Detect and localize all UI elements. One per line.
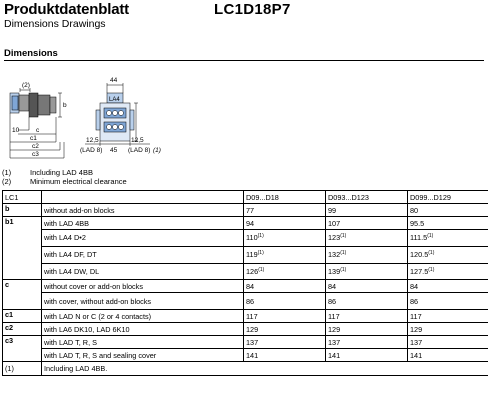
- row-value: [408, 280, 488, 293]
- footnote-ref: (1): [258, 266, 265, 273]
- row-value: [326, 293, 408, 310]
- row-value: [326, 204, 408, 217]
- footnote-ref: (1): [428, 266, 435, 273]
- footnote-ref: (1): [257, 250, 264, 257]
- value-text: 132: [328, 250, 341, 260]
- value-text: 123: [328, 233, 341, 243]
- value-text: 137: [328, 337, 341, 347]
- dimensions-table: [2, 190, 488, 376]
- value-text: 127.5: [410, 266, 429, 276]
- value-text: 141: [328, 350, 341, 360]
- row-code: c: [3, 280, 42, 310]
- header-code: LC1: [3, 191, 42, 204]
- row-value: [408, 204, 488, 217]
- table-row: [3, 230, 488, 247]
- value-text: 126: [246, 266, 259, 276]
- row-value: [326, 263, 408, 280]
- row-code: c2: [3, 323, 42, 336]
- table-row: [3, 349, 488, 362]
- value-text: 107: [328, 218, 341, 228]
- row-value: [326, 349, 408, 362]
- table-row: [3, 263, 488, 280]
- row-description: with LAD 4BB: [42, 217, 244, 230]
- row-value: [408, 349, 488, 362]
- row-code: c1: [3, 310, 42, 323]
- value-text: 86: [410, 296, 419, 306]
- label-10: 10: [12, 127, 20, 134]
- row-value: [244, 349, 326, 362]
- value-text: 94: [246, 218, 255, 228]
- row-value: [408, 293, 488, 310]
- row-value: [244, 217, 326, 230]
- footnote-ref: (1): [340, 266, 347, 273]
- value-text: 84: [410, 281, 419, 291]
- footnote-ref: (1): [340, 233, 347, 240]
- label-c2: c2: [32, 143, 39, 150]
- note-key: (2): [2, 176, 12, 186]
- row-value: [408, 310, 488, 323]
- row-value: [326, 230, 408, 247]
- dimension-drawings: [0, 62, 488, 174]
- row-code: c3: [3, 336, 42, 362]
- row-description: with LAD N or C (2 or 4 contacts): [42, 310, 244, 323]
- row-description: with LA4 DF, DT: [42, 246, 244, 263]
- row-description: with LA6 DK10, LAD 6K10: [42, 323, 244, 336]
- value-text: 119: [246, 250, 258, 260]
- header-col-d09-d18: D09...D18: [244, 191, 326, 204]
- row-value: [326, 336, 408, 349]
- note-item: [2, 178, 127, 187]
- table-row: [3, 310, 488, 323]
- product-reference: LC1D18P7: [214, 1, 291, 18]
- value-text: 117: [328, 311, 340, 321]
- row-value: [244, 263, 326, 280]
- table-row: [3, 204, 488, 217]
- label-45: 45: [110, 147, 118, 154]
- label-lad8-left: (LAD 8): [80, 147, 103, 154]
- table-row: [3, 336, 488, 349]
- page-subtitle: Dimensions Drawings: [4, 18, 106, 30]
- value-text: 117: [246, 311, 258, 321]
- value-text: 139: [328, 266, 341, 276]
- table-row: [3, 246, 488, 263]
- row-value: [408, 336, 488, 349]
- label-c1: c1: [30, 135, 37, 142]
- row-value: [326, 246, 408, 263]
- value-text: 110: [246, 233, 258, 243]
- row-value: [244, 280, 326, 293]
- row-value: [408, 230, 488, 247]
- row-description: with LAD T, R, S and sealing cover: [42, 349, 244, 362]
- row-value: [244, 323, 326, 336]
- table-row: [3, 293, 488, 310]
- row-value: [408, 217, 488, 230]
- value-text: 129: [246, 324, 259, 334]
- row-value: [244, 310, 326, 323]
- label-lad8-right: (LAD 8): [128, 147, 151, 154]
- value-text: 84: [328, 281, 337, 291]
- row-description: without cover or add-on blocks: [42, 280, 244, 293]
- value-text: 137: [410, 337, 423, 347]
- table-row: [3, 217, 488, 230]
- row-value: [326, 323, 408, 336]
- label-44: 44: [110, 77, 118, 84]
- row-description: with LA4 D•2: [42, 230, 244, 247]
- value-text: 99: [328, 205, 337, 215]
- value-text: 141: [410, 350, 423, 360]
- value-text: 141: [246, 350, 259, 360]
- row-code: b: [3, 204, 42, 217]
- page-title: Produktdatenblatt: [4, 1, 129, 18]
- header-desc: [42, 191, 244, 204]
- footnote-text: Including LAD 4BB.: [42, 362, 488, 376]
- value-text: 80: [410, 205, 419, 215]
- footnote-ref: (1): [257, 233, 264, 240]
- label-la4: LA4: [109, 97, 120, 103]
- section-divider: [4, 60, 484, 61]
- label-12-5-right: 12,5: [131, 137, 144, 144]
- value-text: 137: [246, 337, 259, 347]
- label-c3: c3: [32, 151, 39, 158]
- table-header-row: [3, 191, 488, 204]
- row-description: without add-on blocks: [42, 204, 244, 217]
- value-text: 129: [410, 324, 423, 334]
- row-value: [326, 310, 408, 323]
- value-text: 111.5: [410, 233, 428, 243]
- value-text: 129: [328, 324, 341, 334]
- footnote-key: (1): [3, 362, 42, 376]
- row-value: [244, 204, 326, 217]
- row-value: [244, 293, 326, 310]
- section-title: Dimensions: [4, 48, 58, 59]
- value-text: 84: [246, 281, 255, 291]
- table-footnote-row: [3, 362, 488, 376]
- label-c: c: [36, 127, 40, 134]
- value-text: 86: [246, 296, 255, 306]
- note-text: Including LAD 4BB: [30, 168, 93, 177]
- row-description: with LAD T, R, S: [42, 336, 244, 349]
- row-value: [408, 246, 488, 263]
- note-text: Minimum electrical clearance: [30, 176, 127, 186]
- row-value: [244, 230, 326, 247]
- table-row: [3, 323, 488, 336]
- footnote-ref: (1): [340, 250, 347, 257]
- row-value: [408, 263, 488, 280]
- row-code: b1: [3, 217, 42, 280]
- label-clearance: (2): [22, 82, 30, 89]
- row-value: [326, 217, 408, 230]
- drawing-notes: [2, 169, 127, 186]
- row-description: with LA4 DW, DL: [42, 263, 244, 280]
- header-col-d093-d123: D093...D123: [326, 191, 408, 204]
- label-12-5-left: 12,5: [86, 137, 99, 144]
- value-text: 77: [246, 205, 255, 215]
- note-key: (1): [2, 168, 12, 177]
- footnote-ref: (1): [427, 233, 434, 240]
- row-value: [244, 246, 326, 263]
- table-row: [3, 280, 488, 293]
- value-text: 86: [328, 296, 337, 306]
- value-text: 95.5: [410, 218, 425, 228]
- footnote-ref: (1): [428, 250, 435, 257]
- row-value: [244, 336, 326, 349]
- value-text: 117: [410, 311, 422, 321]
- row-value: [326, 280, 408, 293]
- header-col-d099-d129: D099...D129: [408, 191, 488, 204]
- label-note1: (1): [153, 147, 161, 154]
- value-text: 120.5: [410, 250, 429, 260]
- row-description: with cover, without add-on blocks: [42, 293, 244, 310]
- row-value: [408, 323, 488, 336]
- label-b: b: [63, 102, 67, 109]
